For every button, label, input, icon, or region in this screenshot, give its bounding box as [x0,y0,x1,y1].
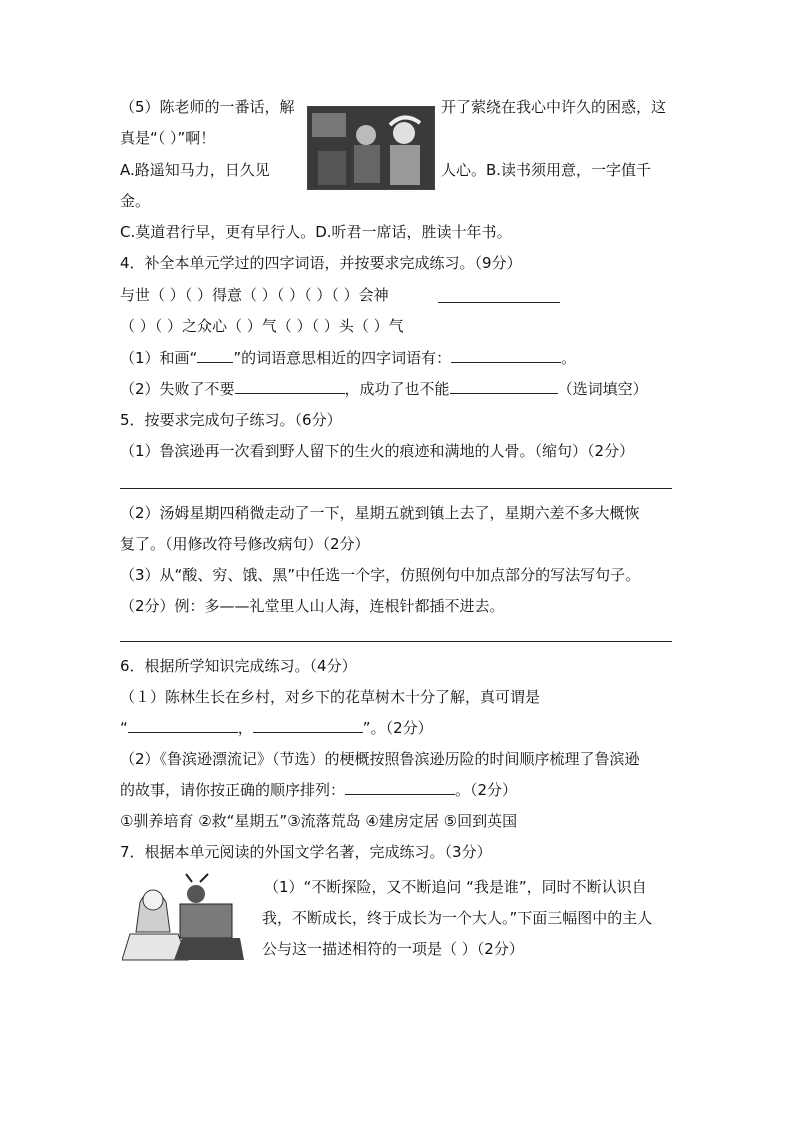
q4-sub1-blank-1[interactable] [197,348,233,363]
q5-sub3-line1: （3）从“酸、穷、饿、黑”中任选一个字，仿照例句中加点部分的写法写句子。 [120,566,641,584]
q5-5-stem-c: 真是“（ ）”啊！ [120,129,216,147]
q4-sub2 [120,379,648,399]
q5-5-option-cd: C.莫道君行早，更有早行人。D.听君一席话，胜读十年书。 [120,223,512,241]
q4-sub2-blank-2[interactable] [450,379,558,394]
q5-title: 5．按要求完成句子练习。（6分） [120,411,342,429]
q5-5-option-a2: 人心。B.读书须用意，一字值千 [441,161,652,179]
q7-sub1-line2: 我，不断成长，终于成长为一个大人。”下面三幅图中的主人 [262,909,653,927]
q4-underline-mark [438,287,560,303]
alice-wonderland-illustration [122,872,246,962]
q5-sub3-answer-line[interactable] [120,641,672,642]
q4-sub2-b: ，成功了也不能 [344,380,450,398]
q5-5-option-a1: A.路遥知马力，日久见 [120,161,270,179]
q5-5-stem-a: （5）陈老师的一番话，解 [120,98,295,116]
q6-sub1-comma: ， [237,719,253,737]
q4-sub2-a: （2）失败了不要 [120,380,235,398]
q4-sub2-blank-1[interactable] [235,379,345,394]
q6-sub1-open-quote: “ [120,719,128,737]
q5-5-option-a3: 金。 [120,192,151,210]
teacher-student-illustration [307,106,435,190]
q4-sub2-c: （选词填空） [557,380,648,398]
q6-sub2-prompt: 的故事，请你按正确的顺序排列： [120,781,346,799]
q5-sub1: （1）鲁滨逊再一次看到野人留下的生火的痕迹和满地的人骨。（缩句）（2分） [120,442,635,460]
q6-sub2-blank[interactable] [345,780,455,795]
q6-sub2-score: 。（2分） [455,781,518,799]
q4-title: 4．补全本单元学过的四字词语，并按要求完成练习。（9分） [120,254,522,272]
q6-sub1-blank-2[interactable] [253,718,363,733]
q5-5-stem-b: 开了萦绕在我心中许久的困惑，这 [441,98,667,116]
q6-sub2-line1: （2）《鲁滨逊漂流记》（节选）的梗概按照鲁滨逊历险的时间顺序梳理了鲁滨逊 [120,750,640,768]
q6-sub1-close: ”。（2分） [362,719,433,737]
q6-sub2-line2 [120,780,517,800]
q5-sub1-answer-line[interactable] [120,488,672,489]
q5-sub3-line2: （2分）例：多——礼堂里人山人海，连根针都插不进去。 [120,597,505,615]
q6-sub1-line2 [120,718,433,738]
q4-sub1-a: （1）和画“ [120,349,198,367]
q4-sub1 [120,348,576,368]
q6-sub2-options: ①驯养培育 ②救“星期五”③流落荒岛 ④建房定居 ⑤回到英国 [120,812,518,830]
q6-sub1-blank-1[interactable] [128,718,238,733]
q7-sub1-line3: 公与这一描述相符的一项是（ ）（2分） [262,940,524,958]
q4-idiom-row-2: （ ）（ ）之众心（ ）气（ ）（ ）头（ ）气 [120,317,404,335]
q6-sub1-line1: （１）陈林生长在乡村，对乡下的花草树木十分了解，真可谓是 [120,688,541,706]
q7-title: 7．根据本单元阅读的外国文学名著，完成练习。（3分） [120,843,492,861]
q4-sub1-blank-2[interactable] [451,348,561,363]
q4-sub1-b: ”的词语意思相近的四字词语有： [233,349,452,367]
q7-sub1-line1: （1）“不断探险，又不断追问 “我是谁”，同时不断认识自 [264,878,647,896]
q4-sub1-c: 。 [561,349,577,367]
q6-title: 6．根据所学知识完成练习。（4分） [120,657,357,675]
q5-sub2-line2: 复了。（用修改符号修改病句）（2分） [120,535,370,553]
q4-idiom-row-1: 与世（ ）（ ）得意（ ）（ ）（ ）（ ）会神 [120,286,389,304]
q5-sub2-line1: （2）汤姆星期四稍微走动了一下，星期五就到镇上去了，星期六差不多大概恢 [120,504,640,522]
